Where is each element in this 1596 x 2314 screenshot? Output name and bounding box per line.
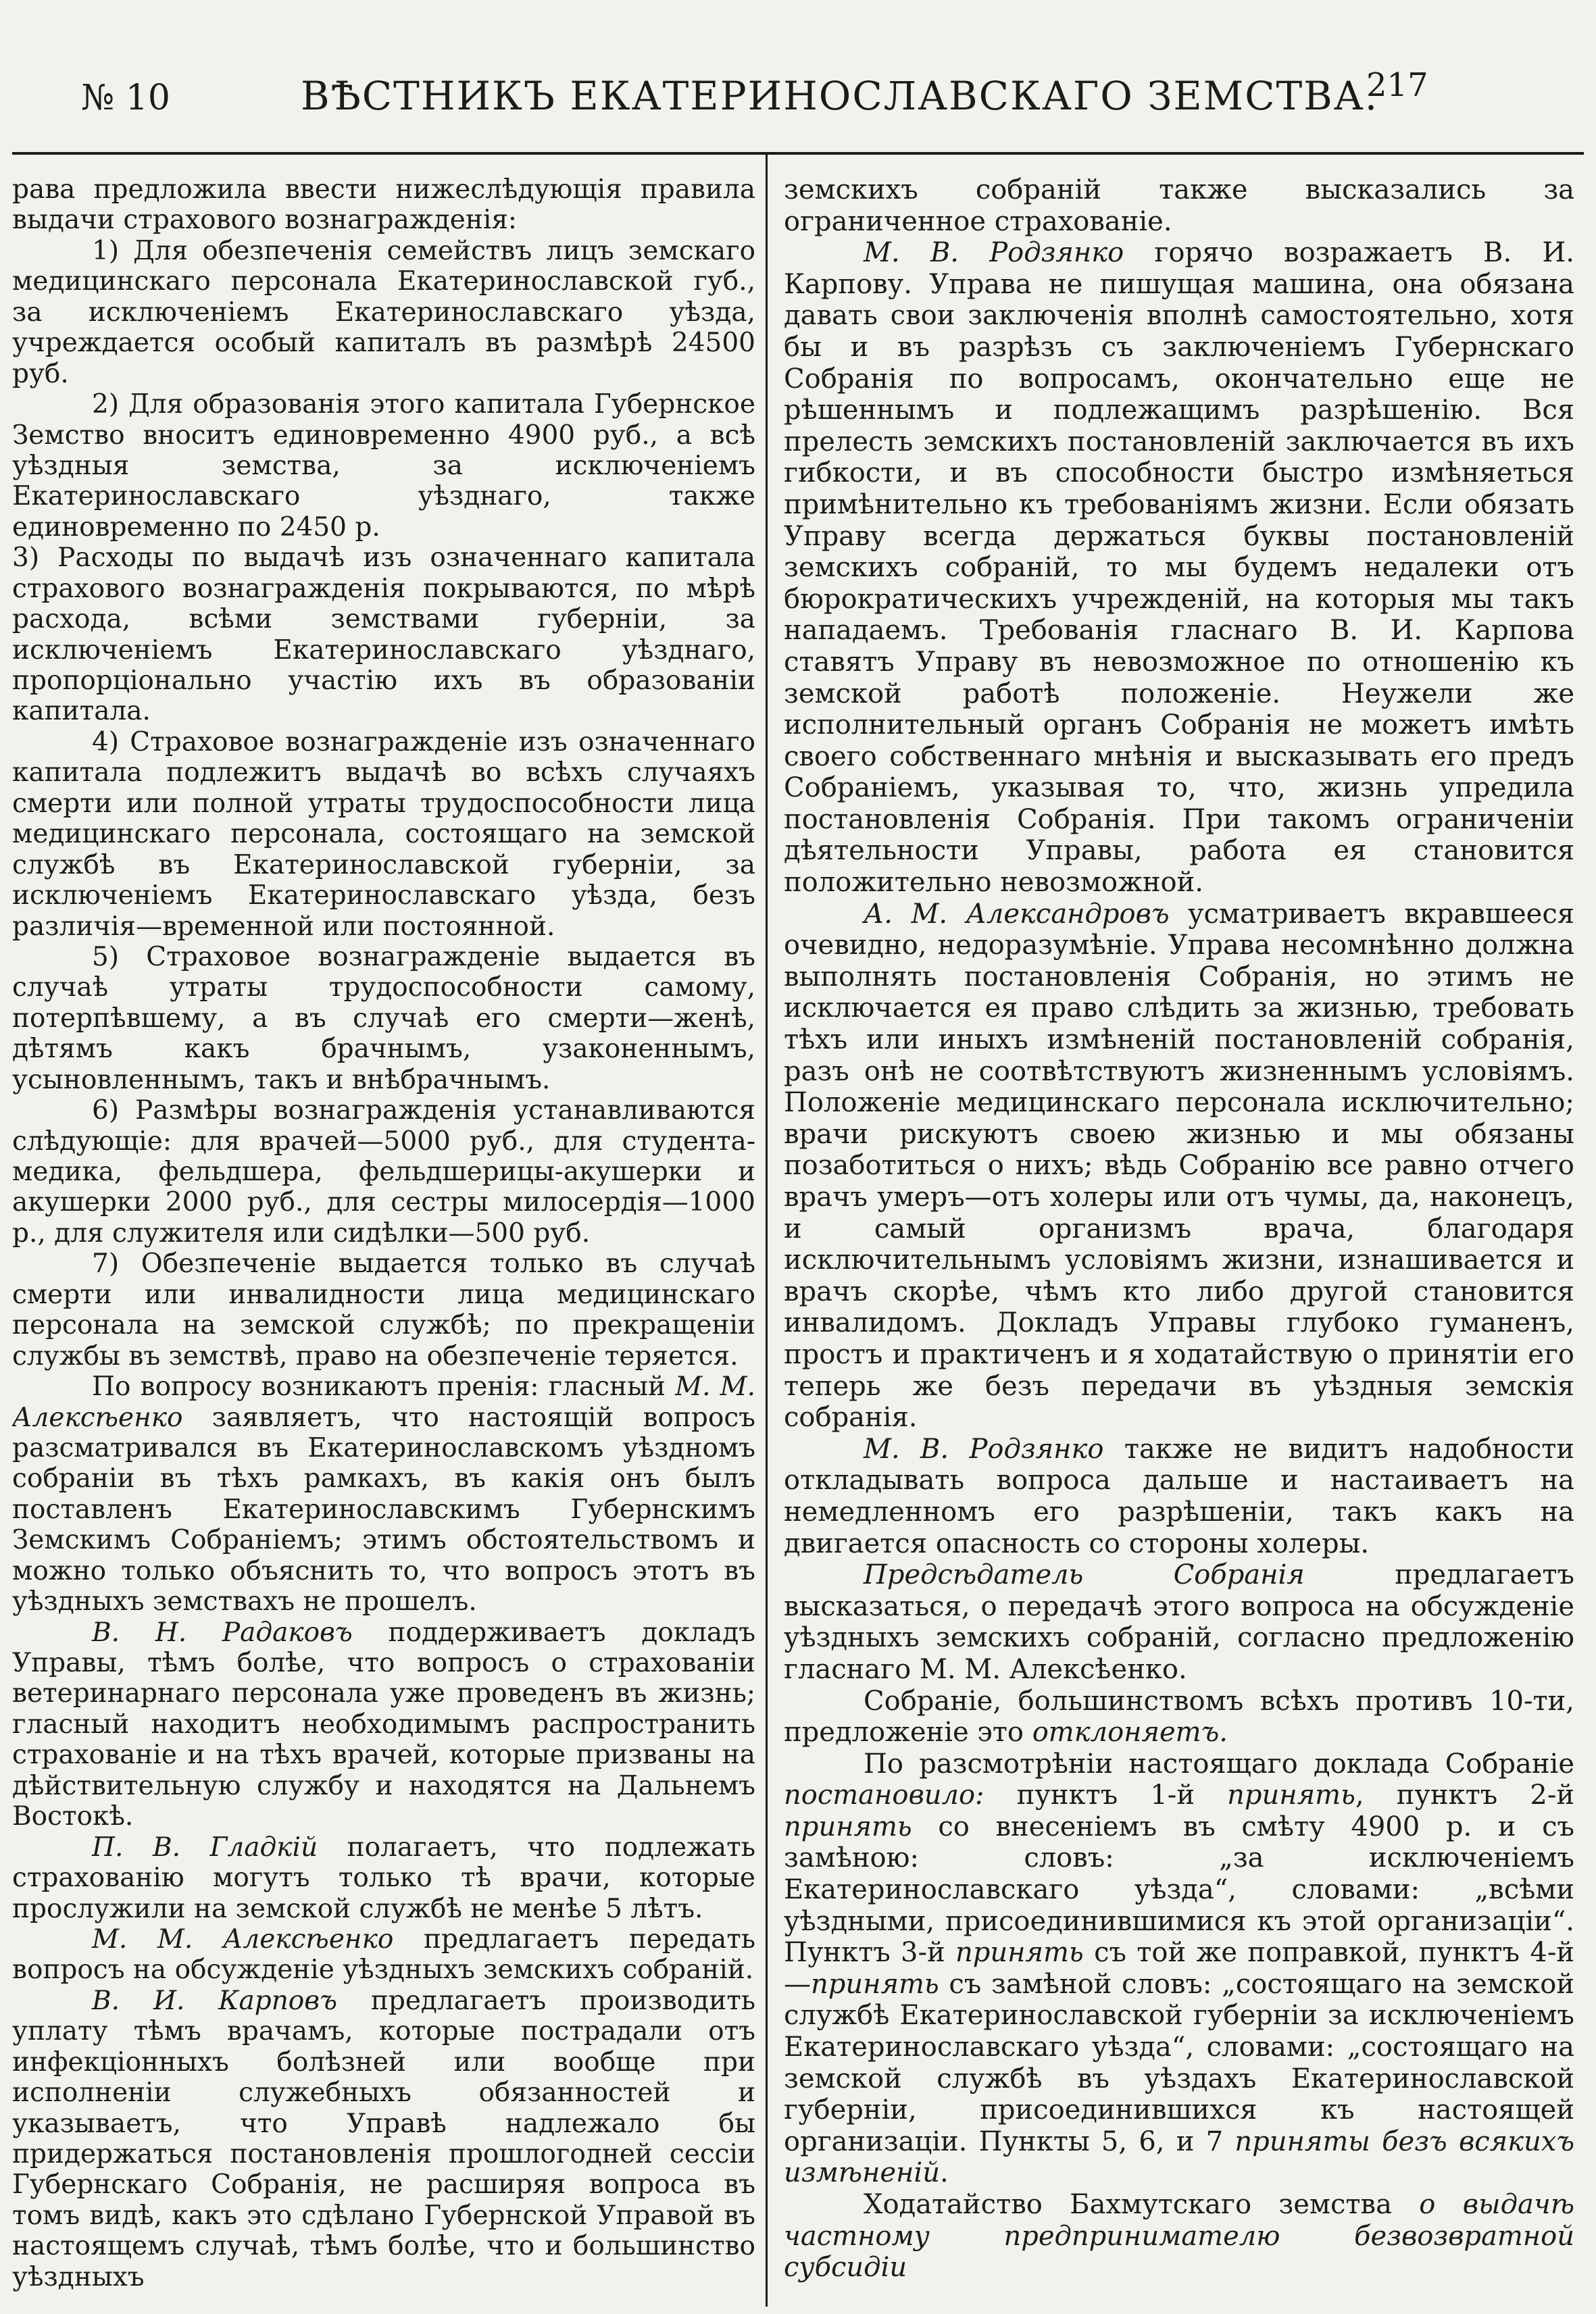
speaker-name: В. И. Карповъ [92, 1985, 337, 2016]
text-run: земскихъ собраній также высказались за ограниченное страхованіе. [784, 174, 1574, 237]
emphasis: принять [811, 1968, 939, 2000]
paragraph: рава предложила ввести нижеслѣдующія правила выдачи страхового вознагражденія: [12, 174, 755, 236]
continued-paragraph [784, 174, 1574, 237]
speaker-name: Предсѣдатель Собранія [864, 1559, 1305, 1591]
resolution [784, 1749, 1574, 2189]
vote-result [784, 1686, 1574, 1749]
speaker-name: М. В. Родзянко [864, 237, 1124, 269]
emphasis: о выдачѣ частному предпринимателю безвозвратной субсидіи [784, 2189, 1574, 2284]
journal-title: ВѢСТНИКЪ ЕКАТЕРИНОСЛАВСКАГО ЗЕМСТВА. [301, 73, 1379, 119]
rule-2: 2) Для образованія этого капитала Губернское Земство вноситъ единовременно 4900 руб., а всѣ уѣздныя земства, за исключеніемъ Екатеринославскаго уѣзднаго, также единовременно по 2450 р. [12, 389, 755, 543]
speaker-name: В. Н. Радаковъ [92, 1617, 353, 1648]
column-divider [766, 155, 768, 2307]
left-column [12, 174, 755, 2303]
speaker-name: А. М. Александровъ [864, 898, 1170, 930]
text-run: горячо возражаетъ В. И. Карпову. Управа не пишущая машина, она обязана давать свои заключенія вполнѣ самостоятельно, хотя бы и въ разрѣзъ съ заключеніемъ Губернскаго Собранія по вопросамъ, окончательно еще не рѣшеннымъ и подлежащимъ разрѣшенію. Вся прелесть земскихъ постановленій заключается въ ихъ гибкости, и въ способности быстро измѣняеться примѣнительно къ требованіямъ жизни. Если обязать Управу всегда держаться буквы постановленій земскихъ собраній, то мы будемъ недалеки отъ бюрократическихъ учрежденій, на которыя мы такъ нападаемъ. Требованія гласнаго В. И. Карпова ставятъ Управу въ невозможное по отношенію къ земской работѣ положеніе. Неужели же исполнительный органъ Собранія не можетъ имѣть своего собственнаго мнѣнія и высказывать его предъ Собраніемъ, указывая то, что, жизнь упредила постановленія Собранія. При такомъ ограниченіи дѣятельности Управы, работа ея становится положительно невозможной. [784, 237, 1574, 899]
rule-4: 4) Страховое вознагражденіе изъ означеннаго капитала подлежитъ выдачѣ во всѣхъ случаяхъ смерти или полной утраты трудоспособности лица медицинскаго персонала, состоящаго на земской службѣ въ Екатеринославской губерніи, за исключеніемъ Екатеринославскаго уѣзда, безъ различія—временной или постоянной. [12, 726, 755, 942]
emphasis: отклоняетъ. [1032, 1717, 1228, 1749]
chairman-proposal [784, 1559, 1574, 1685]
text-run: полагаетъ, что подлежать страхованію могутъ только тѣ врачи, которые прослужили на земской службѣ не менѣе 5 лѣтъ. [12, 1832, 755, 1924]
petition-heading [784, 2189, 1574, 2284]
emphasis: принять [1227, 1780, 1355, 1811]
speech-gladkiy [12, 1832, 755, 1924]
rule-7: 7) Обезпеченіе выдается только въ случаѣ смерти или инвалидности лица медицинскаго персонала на земской службѣ; по прекращеніи службы въ земствѣ, право на обезпеченіе теряется. [12, 1249, 755, 1372]
emphasis: принять [784, 1811, 912, 1842]
text-run: заявляетъ, что настоящій вопросъ разсматривался въ Екатеринославскомъ уѣздномъ собраніи въ тѣхъ рамкахъ, въ какія онъ былъ поставленъ Екатеринославскимъ Губернскимъ Земскимъ Собраніемъ; этимъ обстоятельствомъ и можно только объяснить то, что вопросъ этотъ въ уѣздныхъ земствахъ не прошелъ. [12, 1402, 755, 1617]
debate-paragraph [12, 1372, 755, 1617]
text-run: Ходатайство Бахмутскаго земства [864, 2189, 1420, 2220]
rule-1: 1) Для обезпеченія семействъ лицъ земскаго медицинскаго персонала Екатеринославской губ., за исключеніемъ Екатеринославскаго уѣзда, учреждается особый капиталъ въ размѣрѣ 24500 руб. [12, 235, 755, 389]
text-run: предлагаетъ высказаться, о передачѣ этого вопроса на обсужденіе уѣздныхъ земскихъ собраній, согласно предложенію гласнаго М. М. Алексѣенко. [784, 1559, 1574, 1685]
speech-karpov [12, 1986, 755, 2292]
speaker-name: М. М. Алексѣенко [12, 1372, 755, 1433]
speech-rodzyanko [784, 237, 1574, 898]
emphasis: приняты безъ всякихъ измѣненій [784, 2126, 1574, 2189]
speech-radakov [12, 1617, 755, 1832]
text-run: пунктъ 1-й принять, пунктъ 2-й принять со внесеніемъ въ смѣту 4900 р. и съ замѣною: словъ: „за исключеніемъ Екатеринославскаго уѣзда“, словами: „всѣми уѣздными, присоединившимися къ этой организаціи“. Пунктъ 3-й принять съ той же поправкой, пунктъ 4-й—принять съ замѣной словъ: „состоящаго на земской службѣ Екатеринославской губерніи за исключеніемъ Екатеринославскаго уѣзда“, словами: „состоящаго на земской службѣ въ уѣздахъ Екатеринославской губерніи, присоединившихся къ настоящей организаціи. Пункты 5, 6, и 7 приняты безъ всякихъ измѣненій. [784, 1780, 1574, 2189]
page-number: 217 [1366, 66, 1428, 104]
right-column [784, 174, 1574, 2303]
text-run: предлагаетъ производить уплату тѣмъ врачамъ, которые пострадали отъ инфекціонныхъ болѣзней или вообще при исполненіи служебныхъ обязанностей и указываетъ, что Управѣ надлежало бы придержаться постановленія прошлогодней сессіи Губернскаго Собранія, не расширяя вопроса въ томъ видѣ, какъ это сдѣлано Губернской Управой въ настоящемъ случаѣ, тѣмъ болѣе, что и большинство уѣздныхъ [12, 1985, 755, 2292]
speech-aleksandrov [784, 899, 1574, 1434]
rule-5: 5) Страховое вознагражденіе выдается въ случаѣ утраты трудоспособности самому, потерпѣвшему, а въ случаѣ его смерти—женѣ, дѣтямъ какъ брачнымъ, узаконеннымъ, усыновленнымъ, такъ и внѣбрачнымъ. [12, 941, 755, 1095]
rule-6: 6) Размѣры вознагражденія устанавливаются слѣдующіе: для врачей—5000 руб., для студента-медика, фельдшера, фельдшерицы-акушерки и акушерки 2000 руб., для сестры милосердія—1000 р., для служителя или сидѣлки—500 руб. [12, 1095, 755, 1249]
text-run: Собраніе, большинствомъ всѣхъ противъ 10-ти, предложеніе это [784, 1685, 1574, 1749]
text-run: По разсмотрѣніи настоящаго доклада Собраніе [864, 1748, 1574, 1780]
rule-3: 3) Расходы по выдачѣ изъ означеннаго капитала страхового вознагражденія покрываются, по мѣрѣ расхода, всѣми земствами губерніи, за исключеніемъ Екатеринославскаго уѣзднаго, пропорціонально участію ихъ въ образованіи капитала. [12, 543, 755, 727]
page-header [0, 0, 1596, 135]
text-run: поддерживаетъ докладъ Управы, тѣмъ болѣе, что вопросъ о страхованіи ветеринарнаго персонала уже проведенъ въ жизнь; гласный находитъ необходимымъ распространить страхованіе и на тѣхъ врачей, которые призваны на дѣйствительную службу и находятся на Дальнемъ Востокѣ. [12, 1617, 755, 1832]
speech-rodzyanko-2 [784, 1434, 1574, 1559]
text-run: предлагаетъ передать вопросъ на обсужденіе уѣздныхъ земскихъ собраній. [12, 1923, 755, 1986]
speaker-name: М. В. Родзянко [864, 1433, 1104, 1465]
speaker-name: П. В. Гладкій [92, 1832, 318, 1863]
issue-number: № 10 [81, 78, 170, 118]
text-run: По вопросу возникаютъ пренія: гласный [92, 1372, 676, 1403]
text-run: также не видитъ надобности откладывать вопроса дальше и настаиваетъ на немедленномъ его разрѣшеніи, такъ какъ на двигается опасность со стороны холеры. [784, 1433, 1574, 1559]
emphasis: принять [955, 1937, 1084, 1969]
text-run: усматриваетъ вкравшееся очевидно, недоразумѣніе. Управа несомнѣнно должна выполнять постановленія Собранія, но этимъ не исключается ея право слѣдить за жизнью, требовать тѣхъ или иныхъ измѣненій постановленій собранія, разъ онѣ не соотвѣтствуютъ жизненнымъ условіямъ. Положеніе медицинскаго персонала исключительно; врачи рискуютъ своею жизнью и мы обязаны позаботиться о нихъ; вѣдь Собранію все равно отчего врачъ умеръ—отъ холеры или отъ чумы, да, наконецъ, и самый организмъ врача, благодаря исключительнымъ условіямъ жизни, изнашивается и врачъ скорѣе, чѣмъ кто либо другой становится инвалидомъ. Докладъ Управы глубоко гуманенъ, простъ и практиченъ и я ходатайствую о принятіи его теперь же безъ передачи въ уѣздныя земскія собранія. [784, 898, 1574, 1434]
speaker-name: М. М. Алексѣенко [92, 1923, 394, 1955]
speech-alekseenko [12, 1924, 755, 1986]
emphasis: постановило: [784, 1780, 984, 1811]
header-rule [12, 152, 1584, 155]
